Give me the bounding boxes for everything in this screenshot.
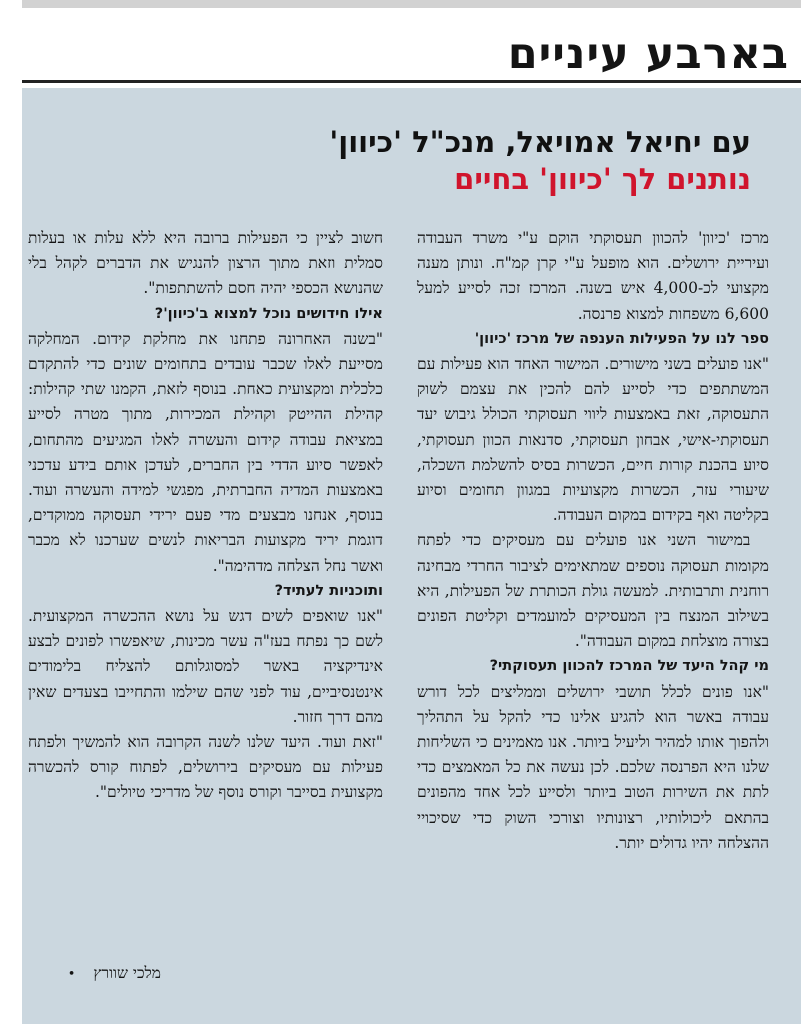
article-paragraph: "אנו פועלים בשני מישורים. המישור האחד הוא פעילות עם המשתתפים כדי לסייע להם להכין את עצמם לשוק התעסוקה, זאת באמצעות ליווי תעסוקתי הכולל גיבוש יעד תעסוקתי-אישי, אבחון תעסוקתי, סדנאות הכוון תעסוקתי, סיוע בהכנת קורות חיים, הכשרות בסיס להשלמת השכלה, שיעורי עזר, הכשרות מקצועיות במגוון תחומים וסיוע בקליטה ואף בקידום במקום העבודה.	[417, 355, 769, 525]
article-column-left	[28, 226, 383, 806]
article-paragraph: חשוב לציין כי הפעילות ברובה היא ללא עלות או בעלות סמלית וזאת מתוך הרצון להנגיש את הדברים לקהל בלי שהנושא הכספי יהיה חסם להשתתפות".	[28, 229, 383, 298]
top-gray-bar	[22, 0, 801, 8]
article-paragraph: "אנו פונים לכלל תושבי ירושלים וממליצים לכל דורש עבודה באשר הוא להגיע אלינו כדי להקל על התהליך ולהפוך אותו למהיר וליעיל ביותר. אנו מאמינים כי השליחות שלנו היא הפרנסה שלכם. לכן נעשה את כל המאמצים כדי לתת את השירות הטוב ביותר ולסייע לכל אחד מהפונים בהתאם ליכולותיו, רצונותיו וצורכי השוק כדי שסיכויי ההצלחה יהיו גדולים יותר.	[417, 682, 769, 852]
interview-question: מי קהל היעד של המרכז להכוון תעסוקתי?	[489, 658, 769, 675]
article-headline: עם יחיאל אמויאל, מנכ"ל 'כיוון'	[329, 125, 751, 159]
interview-question: אילו חידושים נוכל למצוא ב'כיוון'?	[154, 305, 383, 322]
article-paragraph: "זאת ועוד. היעד שלנו לשנה הקרובה הוא להמשיך ולפתח פעילות עם מעסיקים בירושלים, לפתוח קורס להכשרה מקצועית בסייבר וקורס נוסף של מדריכי טיולים".	[28, 733, 383, 802]
interview-question: ותוכניות לעתיד?	[274, 582, 383, 599]
article-subhead: נותנים לך 'כיוון' בחיים	[454, 162, 751, 196]
article-paragraph: מרכז 'כיוון' להכוון תעסוקתי הוקם ע"י משרד העבודה ועיריית ירושלים. הוא מופעל ע"י קרן קמ"ח. ונותן מענה מקצועי לכ-4,000 איש בשנה. המרכז זכה לסייע למעל 6,600 משפחות למצוא פרנסה.	[417, 229, 769, 323]
interview-question: ספר לנו על הפעילות הענפה של מרכז 'כיוון'	[474, 330, 769, 347]
bullet-icon: •	[67, 967, 76, 982]
byline	[68, 961, 161, 987]
title-rule	[22, 80, 801, 83]
article-paragraph: במישור השני אנו פועלים עם מעסיקים כדי לפתח מקומות תעסוקה נוספים שמתאימים לציבור החרדי מבחינה רוחנית ותרבותית. למעשה גולת הכותרת של הפעילות, היא בשילוב המנצח בין המעסיקים למועמדים וקליטת הפונים בצורה מוצלחת במקום העבודה".	[417, 531, 769, 651]
section-title: בארבע עיניים	[507, 29, 789, 79]
article-paragraph: "בשנה האחרונה פתחנו את מחלקת קידום. המחלקה מסייעת לאלו שכבר עובדים בתחומים שונים כדי להתקדם כלכלית ומקצועית כאחת. בנוסף לזאת, הקמנו שתי קהילות: קהילת ההייטק וקהילת המכירות, מתוך מטרה לסייע במציאת עבודה קידום והעשרה לאלו המגיעים מהתחום, לאפשר סיוע הדדי בין החברים, לעדכן אותם בידע עדכני באמצעות המדיה החברתית, מפגשי למידה והעשרה ועוד. בנוסף, אנחנו מבצעים מדי פעם ירידי תעסוקה ממוקדים, דוגמת יריד מקצועות הבריאות לנשים שערכנו לא מכבר ואשר נחל הצלחה מדהימה".	[28, 329, 383, 575]
author-name: מלכי שוורץ	[93, 964, 161, 982]
article-column-right	[417, 226, 769, 856]
article-paragraph: "אנו שואפים לשים דגש על נושא ההכשרה המקצועית. לשם כך נפתח בעז"ה עשר מכינות, שיאפשרו לפונים לבצע אינדיקציה באשר למסוגלותם להצליח בלימודים אינטנסיביים, עוד לפני שהם שילמו והתחייבו בצעדים שאין מהם דרך חזור.	[28, 607, 383, 726]
